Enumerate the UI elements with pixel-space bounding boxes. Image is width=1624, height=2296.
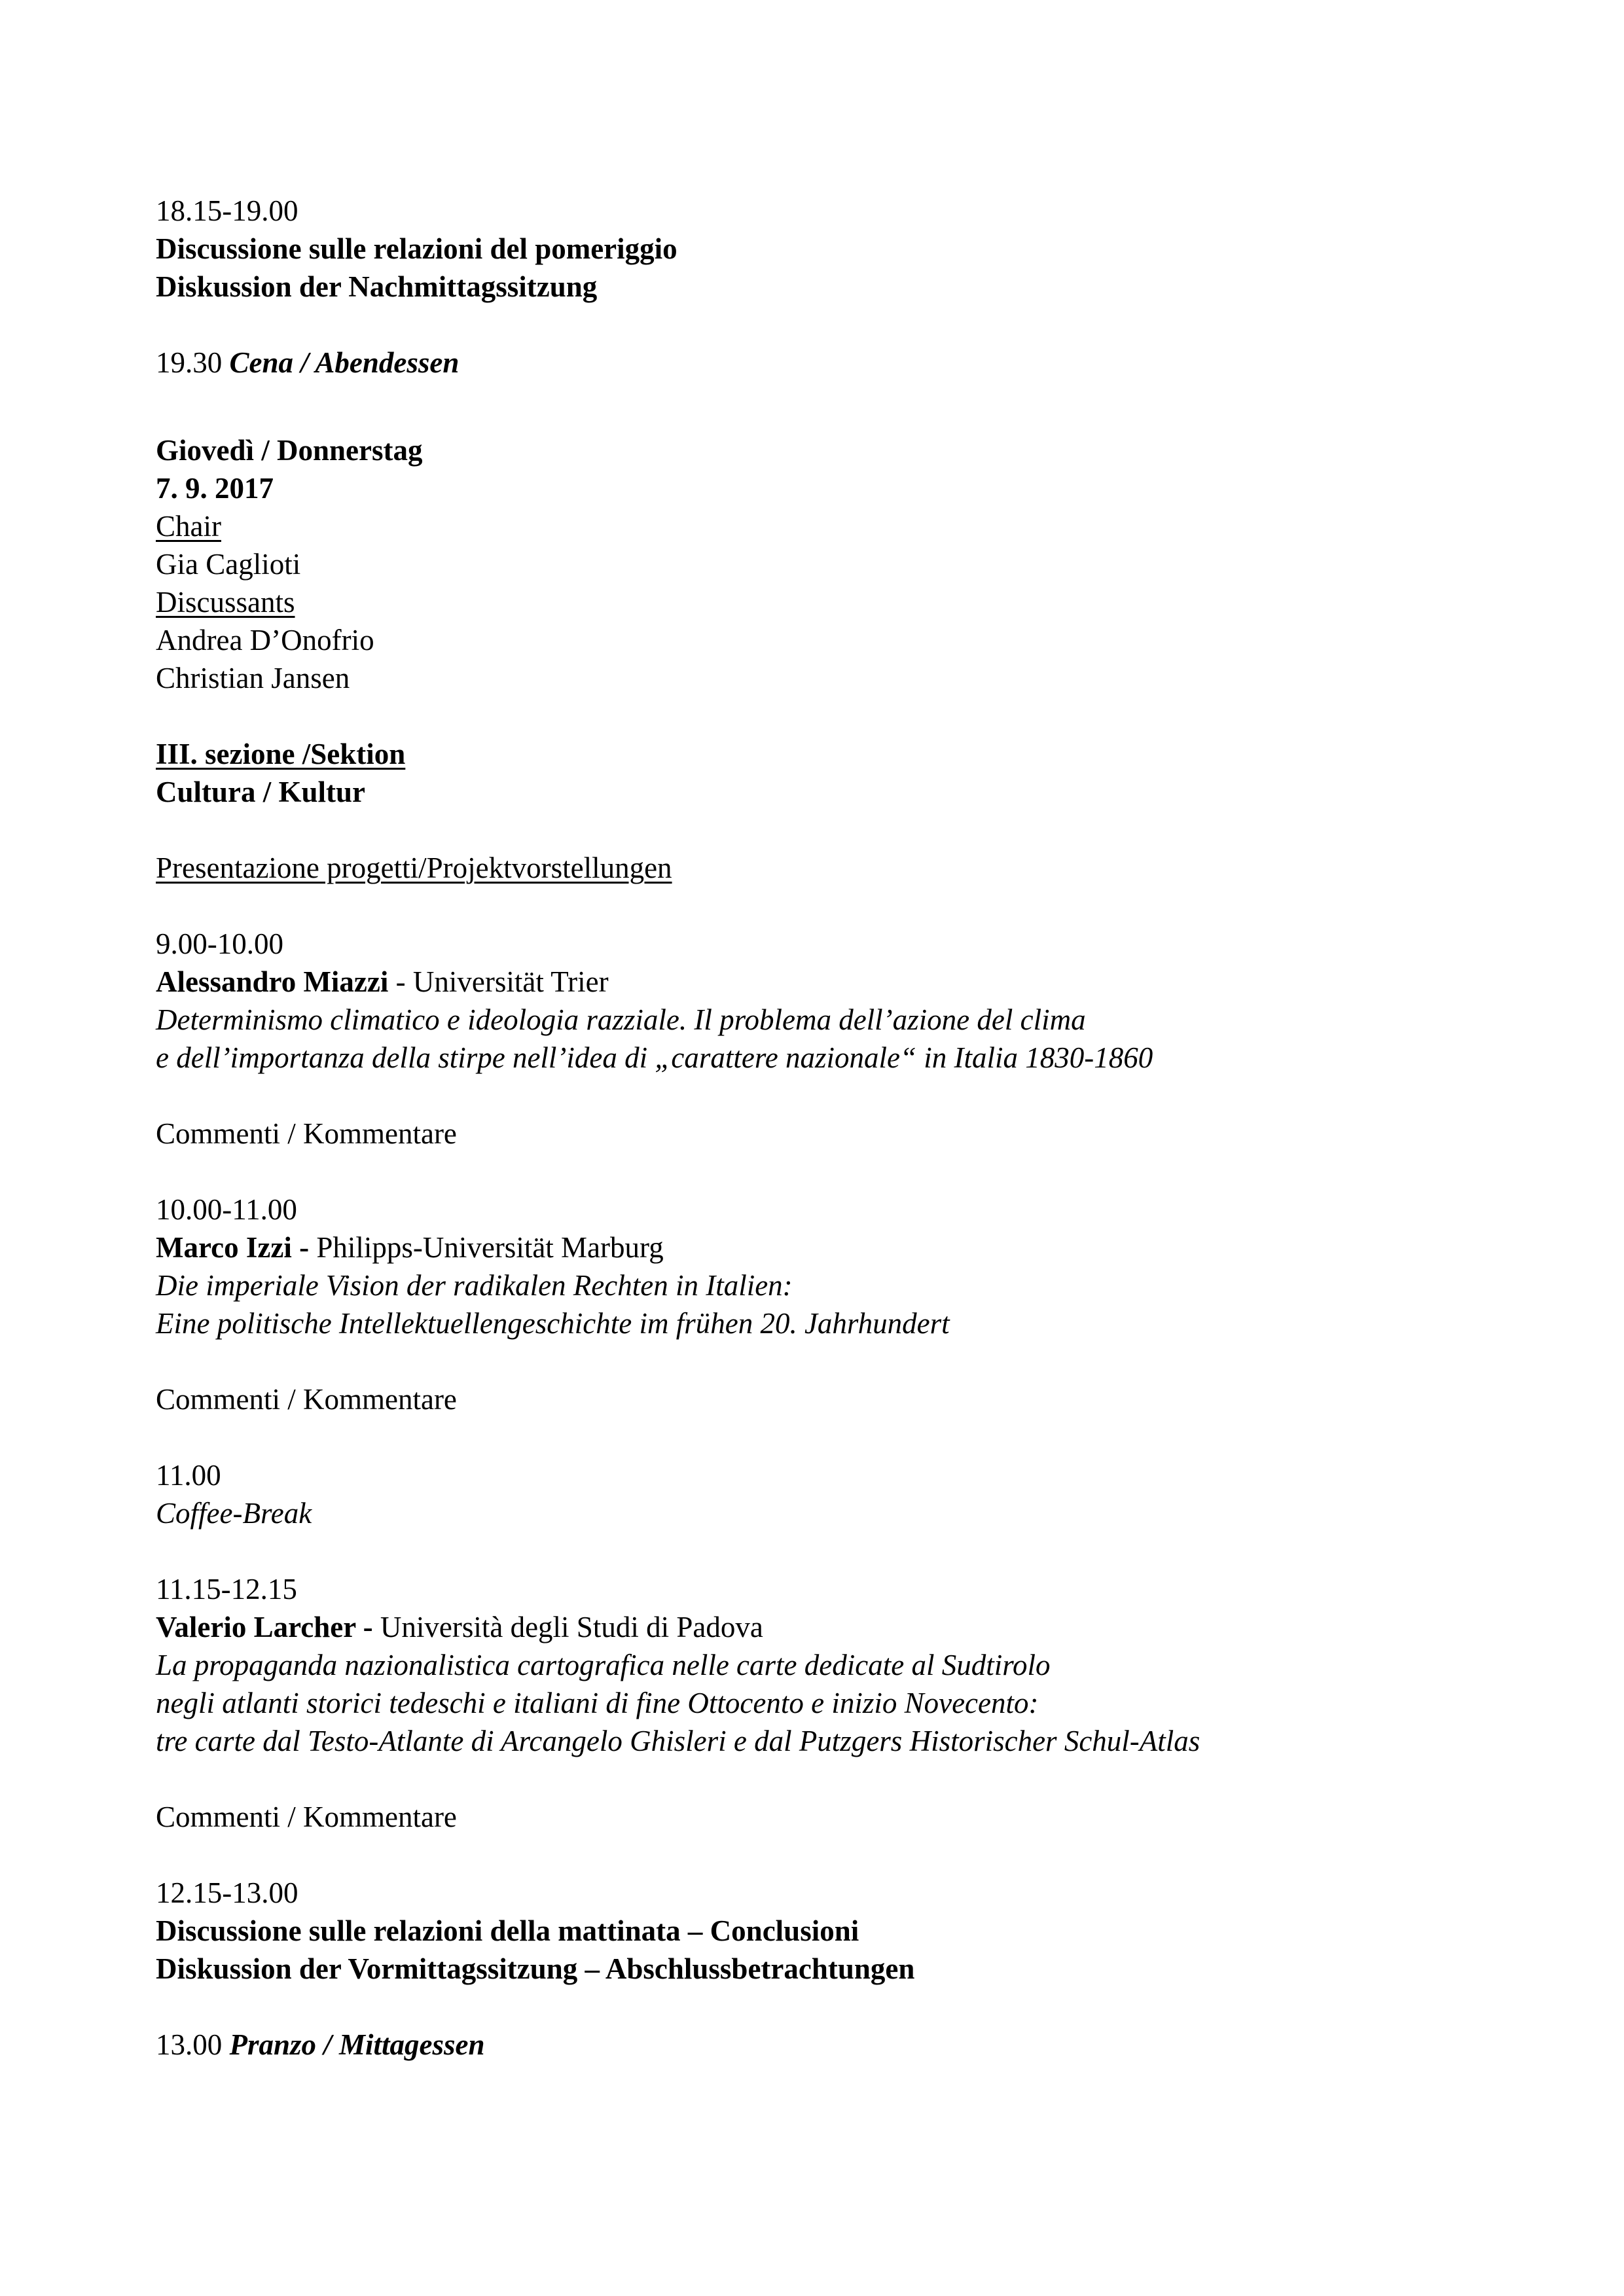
separator <box>373 1611 380 1643</box>
talk-title-line: Die imperiale Vision der radikalen Rechten in Italien: <box>156 1269 793 1302</box>
speaker-affiliation: Università degli Studi di Padova <box>380 1611 763 1643</box>
speaker-name: Marco Izzi - <box>156 1231 310 1264</box>
afternoon-discussion-block <box>156 192 1530 306</box>
final-discussion-block <box>156 1874 1530 1988</box>
section-heading: III. sezione /Sektion <box>156 738 406 770</box>
speaker-affiliation: Universität Trier <box>412 965 609 998</box>
speaker-affiliation: Philipps-Universität Marburg <box>316 1231 664 1264</box>
discussion-title-de: Diskussion der Vormittagssitzung – Abschlussbetrachtungen <box>156 1952 915 1985</box>
section-header <box>156 735 1530 811</box>
time-slot: 11.15-12.15 <box>156 1573 297 1605</box>
time-slot: 13.00 <box>156 2028 223 2061</box>
time-slot: 12.15-13.00 <box>156 1876 298 1909</box>
chair-label: Chair <box>156 510 221 543</box>
chair-name: Gia Caglioti <box>156 548 301 581</box>
discussion-title-de: Diskussion der Nachmittagssitzung <box>156 270 598 303</box>
separator: - <box>388 965 413 998</box>
coffee-break-entry <box>156 1456 1530 1532</box>
comments-label: Commenti / Kommentare <box>156 1117 457 1150</box>
time-slot: 11.00 <box>156 1459 221 1492</box>
dinner-label: Cena / Abendessen <box>229 346 460 379</box>
break-label: Coffee-Break <box>156 1497 312 1530</box>
speaker-name: Valerio Larcher - <box>156 1611 373 1643</box>
talk-title-line: Determinismo climatico e ideologia razziale. Il problema dell’azione del clima <box>156 1003 1086 1036</box>
comments-label: Commenti / Kommentare <box>156 1801 457 1833</box>
talk-title-line: tre carte dal Testo-Atlante di Arcangelo Ghisleri e dal Putzgers Historischer Schul-Atlas <box>156 1725 1200 1757</box>
talk-title-line: e dell’importanza della stirpe nell’idea di „carattere nazionale“ in Italia 1830-1860 <box>156 1041 1153 1074</box>
dinner-entry <box>156 344 1530 382</box>
talk-entry <box>156 1570 1530 1836</box>
discussants-label: Discussants <box>156 586 295 619</box>
discussion-title-it: Discussione sulle relazioni del pomeriggio <box>156 232 677 265</box>
time-slot: 19.30 <box>156 346 223 379</box>
lunch-entry <box>156 2026 1530 2064</box>
talk-title-line: negli atlanti storici tedeschi e italiani di fine Ottocento e inizio Novecento: <box>156 1687 1039 1719</box>
time-slot: 10.00-11.00 <box>156 1193 297 1226</box>
projects-label: Presentazione progetti/Projektvorstellungen <box>156 852 672 884</box>
day-header <box>156 431 1530 697</box>
time-slot: 18.15-19.00 <box>156 194 298 227</box>
talk-entry <box>156 1191 1530 1418</box>
discussant-name: Christian Jansen <box>156 662 350 694</box>
comments-label: Commenti / Kommentare <box>156 1383 457 1416</box>
day-weekday: Giovedì / Donnerstag <box>156 434 423 467</box>
day-date: 7. 9. 2017 <box>156 472 274 505</box>
time-slot: 9.00-10.00 <box>156 927 283 960</box>
section-subheading: Cultura / Kultur <box>156 776 366 808</box>
talk-title-line: La propaganda nazionalistica cartografica nelle carte dedicate al Sudtirolo <box>156 1649 1051 1681</box>
speaker-name: Alessandro Miazzi <box>156 965 389 998</box>
talk-title-line: Eine politische Intellektuellengeschichte im frühen 20. Jahrhundert <box>156 1307 950 1340</box>
discussant-name: Andrea D’Onofrio <box>156 624 374 656</box>
lunch-label: Pranzo / Mittagessen <box>229 2028 485 2061</box>
talk-entry <box>156 925 1530 1153</box>
programme-page <box>156 192 1530 2064</box>
discussion-title-it: Discussione sulle relazioni della mattinata – Conclusioni <box>156 1914 859 1947</box>
separator <box>309 1231 316 1264</box>
